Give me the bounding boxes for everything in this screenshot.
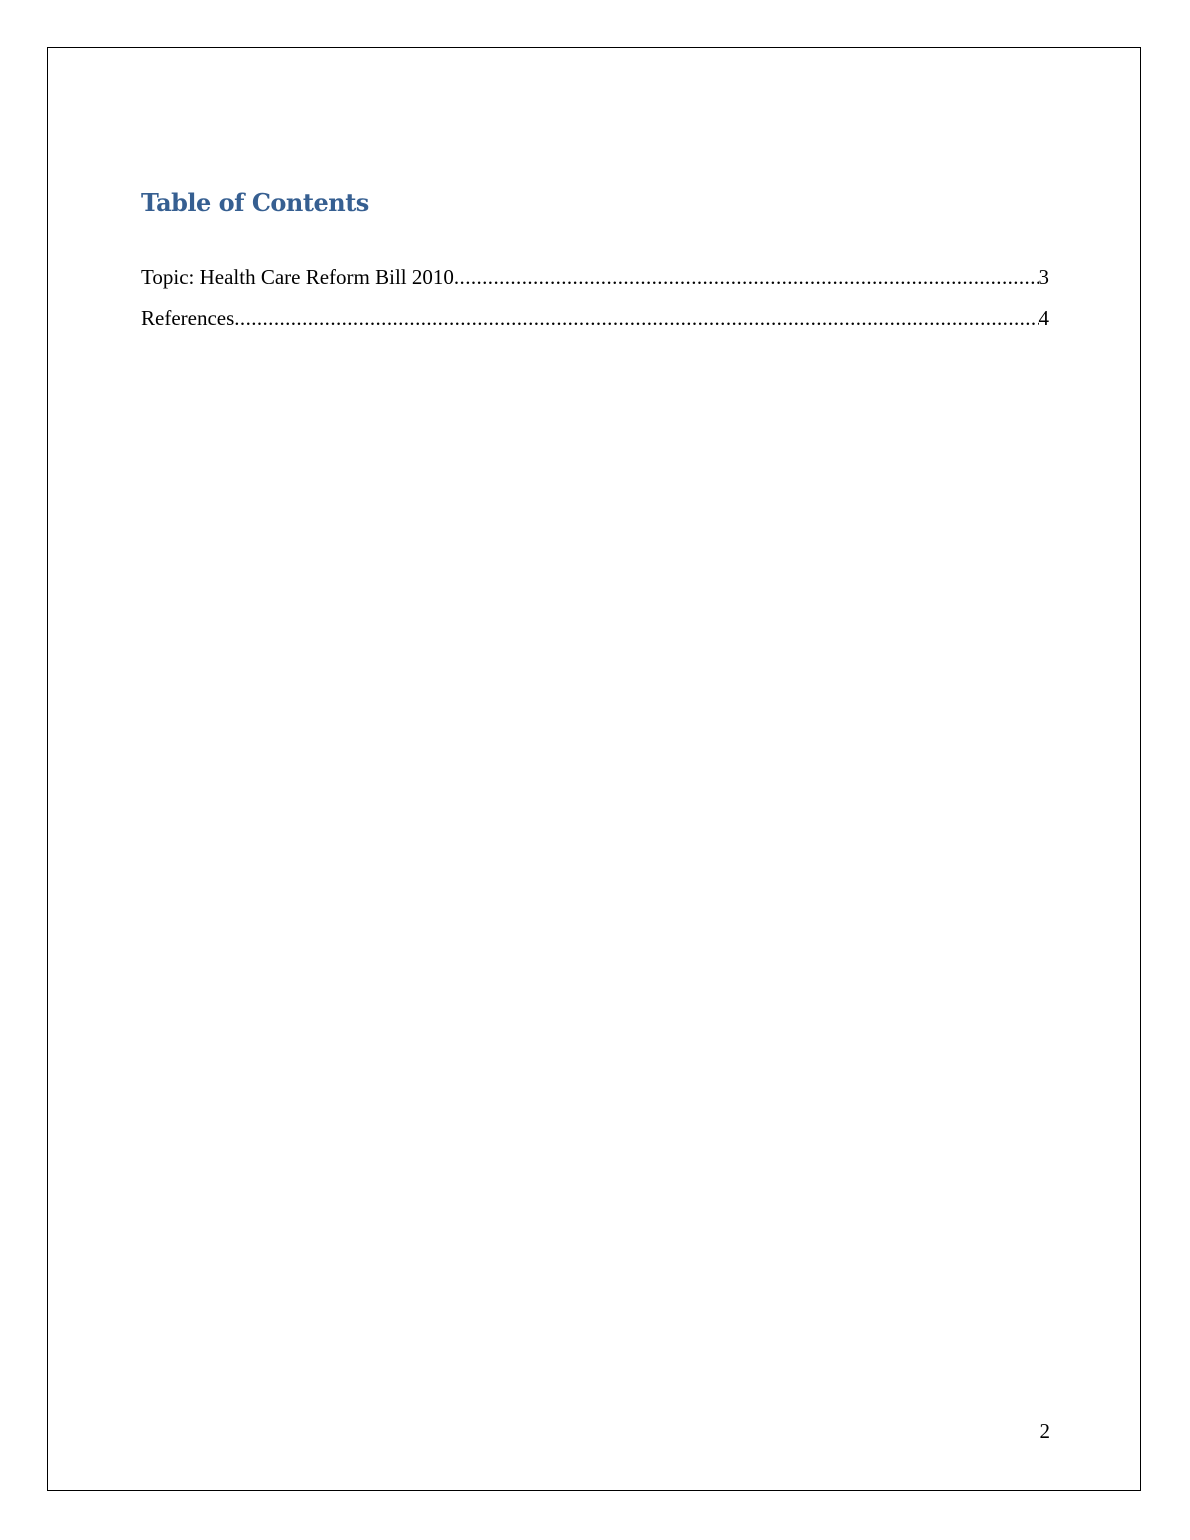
toc-dot-leader — [454, 262, 1039, 292]
toc-heading: Table of Contents — [141, 188, 369, 217]
page-number: 2 — [1039, 1419, 1050, 1443]
toc-dot-leader — [234, 303, 1038, 333]
toc-entry-page: 4 — [1038, 306, 1049, 330]
toc-entry-title: Topic: Health Care Reform Bill 2010 — [141, 265, 454, 289]
toc-list — [141, 262, 1049, 344]
toc-entry-page: 3 — [1038, 265, 1049, 289]
toc-entry-references[interactable] — [141, 303, 1049, 344]
toc-entry-title: References — [141, 306, 235, 330]
toc-entry-topic[interactable] — [141, 262, 1049, 303]
